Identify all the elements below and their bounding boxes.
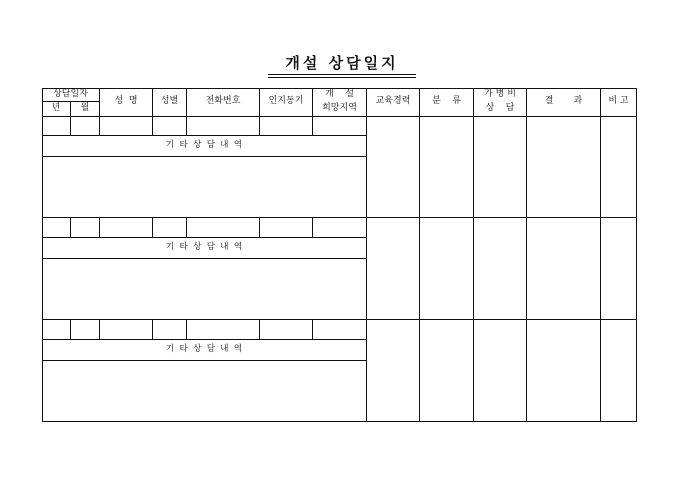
header-month: 월 bbox=[80, 103, 90, 113]
header-open-top: 개 설 bbox=[325, 89, 354, 99]
document-title: 개설 상담일지 bbox=[285, 54, 399, 72]
header-gender: 성별 bbox=[160, 96, 179, 106]
entry1-other-consultation-label: 기 타 상 담 내 역 bbox=[165, 140, 243, 150]
header-name: 성 명 bbox=[114, 96, 138, 106]
entry2-other-consultation-label: 기 타 상 담 내 역 bbox=[165, 242, 243, 252]
header-year: 년 bbox=[51, 103, 61, 113]
header-phone: 전화번호 bbox=[205, 96, 241, 106]
header-category: 분 류 bbox=[432, 96, 461, 106]
entry3-other-consultation-label: 기 타 상 담 내 역 bbox=[165, 344, 243, 354]
header-motive: 인지동기 bbox=[268, 96, 304, 106]
header-result: 결 과 bbox=[544, 96, 583, 106]
header-remarks: 비 고 bbox=[608, 96, 629, 106]
table-lines bbox=[42, 88, 637, 422]
header-consult-bottom: 상 담 bbox=[485, 103, 515, 113]
header-consult-top: 가 병 비 bbox=[484, 89, 516, 99]
table-border bbox=[43, 89, 637, 422]
header-open-bottom: 희망지역 bbox=[322, 103, 357, 113]
header-education: 교육경력 bbox=[375, 96, 411, 106]
header-date-group: 상담일자 bbox=[53, 89, 88, 99]
